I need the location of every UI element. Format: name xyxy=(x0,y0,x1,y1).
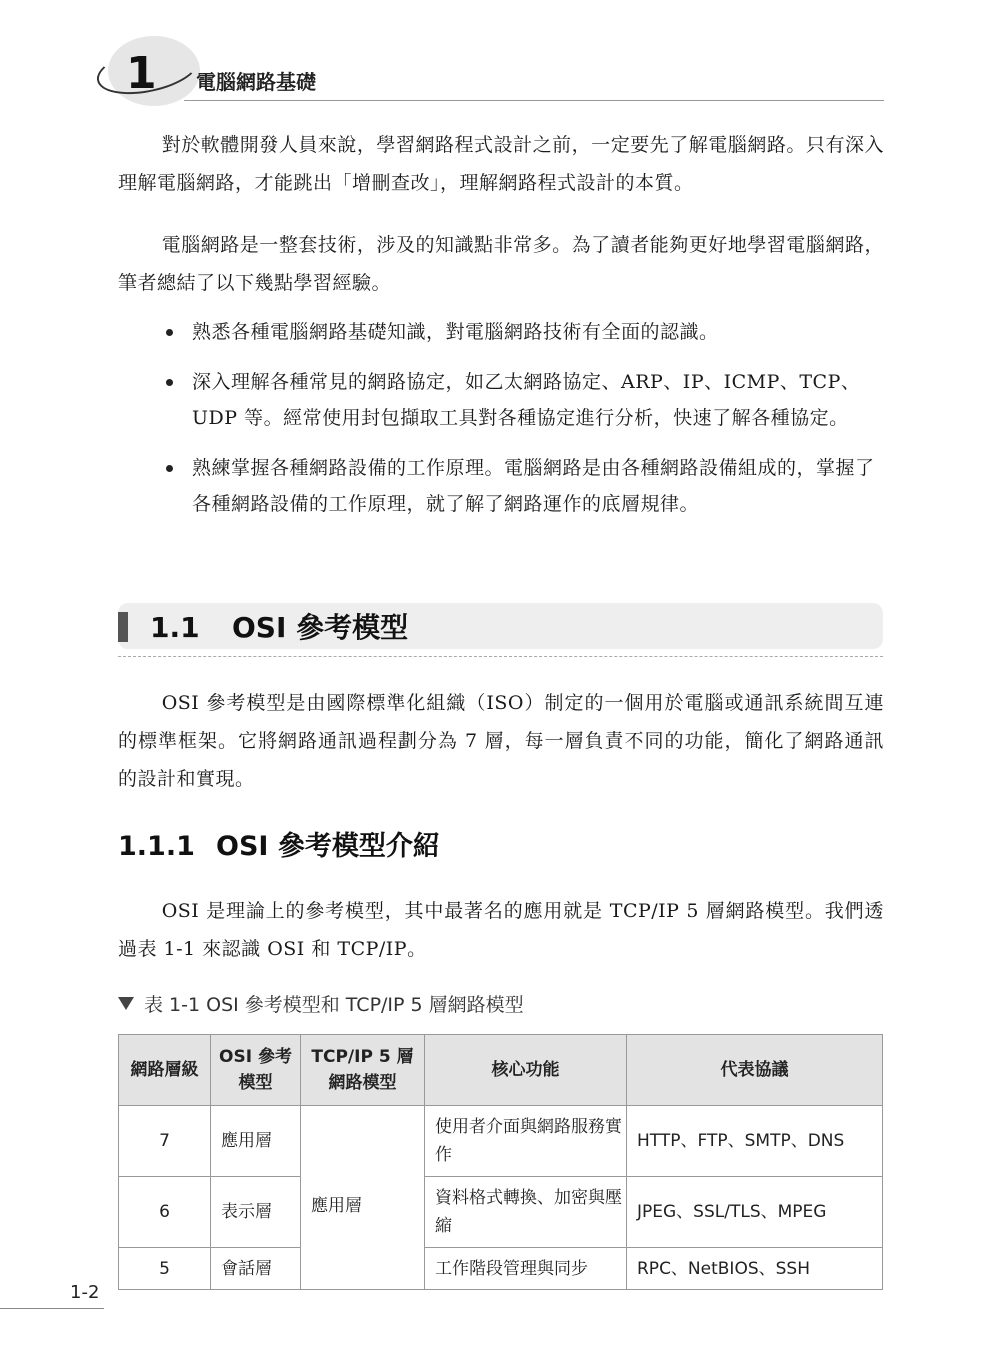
cell-protocols: JPEG、SSL/TLS、MPEG xyxy=(627,1177,883,1248)
cell-function: 使用者介面與網路服務實作 xyxy=(425,1106,627,1177)
triangle-down-icon xyxy=(118,997,134,1010)
table-row xyxy=(119,1248,883,1290)
cell-level: 7 xyxy=(119,1106,211,1177)
intro-paragraph-1: 對於軟體開發人員來說，學習網路程式設計之前，一定要先了解電腦網路。只有深入理解電腦網路，才能跳出「增刪查改」，理解網路程式設計的本質。 xyxy=(118,134,884,194)
subsection-paragraph: OSI 是理論上的參考模型，其中最著名的應用就是 TCP/IP 5 層網路模型。我們透過表 1-1 來認識 OSI 和 TCP/IP。 xyxy=(118,900,884,960)
header-level: 網路層級 xyxy=(119,1035,211,1106)
cell-level: 6 xyxy=(119,1177,211,1248)
chapter-title: 電腦網路基礎 xyxy=(196,70,316,94)
cell-level: 5 xyxy=(119,1248,211,1290)
cell-function: 工作階段管理與同步 xyxy=(425,1248,627,1290)
cell-osi: 表示層 xyxy=(211,1177,301,1248)
footer-rule xyxy=(0,1308,104,1309)
intro-paragraph-2: 電腦網路是一整套技術，涉及的知識點非常多。為了讀者能夠更好地學習電腦網路，筆者總結了以下幾點學習經驗。 xyxy=(118,234,884,294)
header-tcpip: TCP/IP 5 層網路模型 xyxy=(301,1035,425,1106)
table-row xyxy=(119,1177,883,1248)
cell-osi: 應用層 xyxy=(211,1106,301,1177)
list-item: 熟悉各種電腦網路基礎知識，對電腦網路技術有全面的認識。 xyxy=(164,314,884,350)
list-item: 深入理解各種常見的網路協定，如乙太網路協定、ARP、IP、ICMP、TCP、UDP 等。經常使用封包擷取工具對各種協定進行分析，快速了解各種協定。 xyxy=(164,364,884,436)
table-row xyxy=(119,1106,883,1177)
section-divider xyxy=(118,656,883,657)
page-number: 1-2 xyxy=(70,1282,100,1303)
bullet-icon xyxy=(166,379,173,386)
subsection-number: 1.1.1 xyxy=(118,831,195,862)
section-heading xyxy=(150,606,408,646)
cell-tcpip-merged: 應用層 xyxy=(301,1106,425,1290)
cell-protocols: HTTP、FTP、SMTP、DNS xyxy=(627,1106,883,1177)
cell-osi: 會話層 xyxy=(211,1248,301,1290)
osi-table xyxy=(118,1034,883,1290)
section-paragraph: OSI 參考模型是由國際標準化組織（ISO）制定的一個用於電腦或通訊系統間互連的標準框架。它將網路通訊過程劃分為 7 層，每一層負責不同的功能，簡化了網路通訊的設計和實現。 xyxy=(118,692,884,790)
table-caption: 表 1-1 OSI 參考模型和 TCP/IP 5 層網路模型 xyxy=(118,990,524,1017)
bullet-icon xyxy=(166,465,173,472)
section-title: OSI 參考模型 xyxy=(232,611,409,644)
bullet-icon xyxy=(166,329,173,336)
subsection-title: OSI 參考模型介紹 xyxy=(216,831,440,862)
subsection-heading xyxy=(118,824,440,863)
experience-list xyxy=(164,314,884,536)
header-protocols: 代表協議 xyxy=(627,1035,883,1106)
section-number: 1.1 xyxy=(150,611,200,644)
header-rule xyxy=(184,100,884,101)
chapter-number: 1 xyxy=(126,48,157,99)
cell-function: 資料格式轉換、加密與壓縮 xyxy=(425,1177,627,1248)
header-osi: OSI 參考模型 xyxy=(211,1035,301,1106)
section-heading-bar xyxy=(118,612,128,642)
list-item: 熟練掌握各種網路設備的工作原理。電腦網路是由各種網路設備組成的，掌握了各種網路設備的工作原理，就了解了網路運作的底層規律。 xyxy=(164,450,884,522)
header-function: 核心功能 xyxy=(425,1035,627,1106)
table-header-row xyxy=(119,1035,883,1106)
cell-protocols: RPC、NetBIOS、SSH xyxy=(627,1248,883,1290)
